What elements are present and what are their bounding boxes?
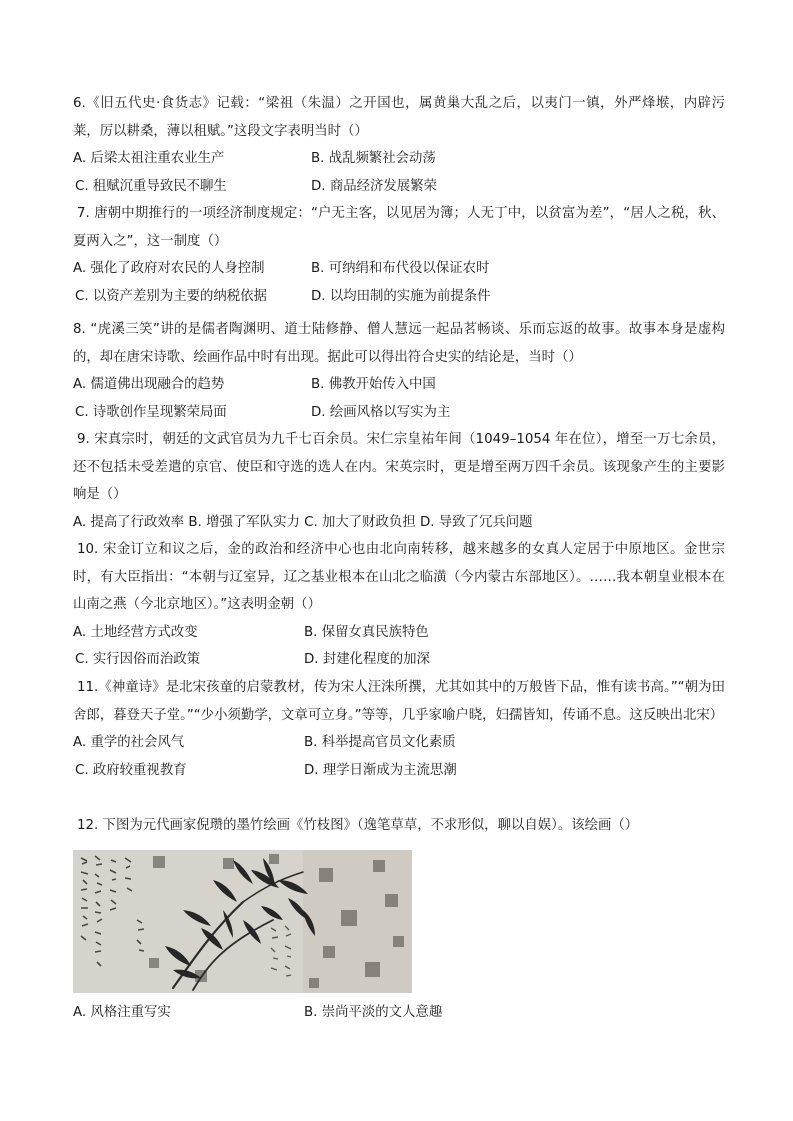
options-row[interactable]: A. 提高了行政效率 B. 增强了军队实力 C. 加大了财政负担 D. 导致了冗兵问题: [73, 514, 533, 530]
option-b[interactable]: B. 崇尚平淡的文人意趣: [304, 1005, 443, 1020]
options-row: [73, 757, 725, 785]
option-d[interactable]: D. 商品经济发展繁荣: [311, 178, 437, 194]
bamboo-painting-figure: [73, 850, 412, 993]
question-7: [73, 200, 725, 310]
option-a[interactable]: A. 风格注重写实: [73, 1005, 171, 1020]
option-b[interactable]: B. 科举提高官员文化素质: [304, 735, 456, 750]
option-d[interactable]: D. 绘画风格以写实为主: [311, 404, 451, 420]
options-row: [73, 371, 725, 399]
options-row: [73, 646, 725, 674]
option-c[interactable]: C. 政府较重视教育: [75, 762, 187, 778]
options-row: [73, 619, 725, 647]
question-stem: 7. 唐朝中期推行的一项经济制度规定：“户无主客，以见居为簿；人无丁中，以贫富为差”，“居人之税，秋、夏两入之”，这一制度（）: [73, 206, 725, 249]
question-8: [73, 316, 725, 426]
question-stem: 8. “虎溪三笑”讲的是儒者陶渊明、道士陆修静、僧人慧远一起品茗畅谈、乐而忘返的故事。故事本身是虚构的，却在唐宋诗歌、绘画作品中时有出现。据此可以得出符合史实的结论是，当时（）: [73, 322, 725, 365]
option-a[interactable]: A. 后梁太祖注重农业生产: [73, 151, 225, 166]
bamboo-painting-image: [73, 850, 412, 993]
option-c[interactable]: C. 诗歌创作呈现繁荣局面: [75, 404, 227, 420]
option-c[interactable]: C. 租赋沉重导致民不聊生: [75, 178, 227, 194]
option-b[interactable]: B. 佛教开始传入中国: [311, 377, 436, 392]
question-stem: 6.《旧五代史·食货志》记载：“梁祖（朱温）之开国也，属黄巢大乱之后，以夷门一镇，外严烽堠，内辟污莱，厉以耕桑，薄以租赋。”这段文字表明当时（）: [73, 96, 725, 139]
option-b[interactable]: B. 可纳绢和布代役以保证农时: [311, 261, 490, 276]
options-row: [73, 729, 725, 757]
options-row: [73, 999, 725, 1027]
question-6: [73, 90, 725, 200]
option-b[interactable]: B. 保留女真民族特色: [304, 624, 429, 640]
options-row: [73, 283, 725, 311]
options-row: [73, 255, 725, 283]
option-a[interactable]: A. 儒道佛出现融合的趋势: [73, 377, 225, 392]
option-a[interactable]: A. 强化了政府对农民的人身控制: [73, 261, 265, 276]
option-d[interactable]: D. 以均田制的实施为前提条件: [311, 288, 491, 304]
option-b[interactable]: B. 战乱频繁社会动荡: [311, 151, 436, 166]
option-c[interactable]: C. 以资产差别为主要的纳税依据: [75, 288, 267, 304]
question-9: [73, 426, 725, 536]
question-10: [73, 536, 725, 674]
question-stem: 10. 宋金订立和议之后，金的政治和经济中心也由北向南转移，越来越多的女真人定居于中原地区。金世宗时，有大臣指出：“本朝与辽室异，辽之基业根本在山北之临潢（今内蒙古东部地区）。……我本朝皇业根本在山南之燕（今北京地区）。”这表明金朝（）: [73, 542, 725, 612]
option-c[interactable]: C. 实行因俗而治政策: [75, 652, 200, 667]
question-11: [73, 674, 725, 784]
question-12-options: [73, 999, 725, 1027]
question-stem: 11.《神童诗》是北宋孩童的启蒙教材，传为宋人汪洙所撰，尤其如其中的万般皆下品，惟有读书高。”“朝为田舍郎，暮登天子堂。”“少小须勤学，文章可立身。”等等，几乎家喻户晓，妇孺皆知，传诵不息。这反映出北宋）: [73, 680, 725, 723]
option-d[interactable]: D. 封建化程度的加深: [304, 652, 430, 667]
question-stem: 12. 下图为元代画家倪瓒的墨竹绘画《竹枝图》（逸笔草草，不求形似，聊以自娱）。该绘画（）: [77, 818, 639, 833]
option-a[interactable]: A. 重学的社会风气: [73, 735, 185, 750]
question-stem: 9. 宋真宗时，朝廷的文武官员为九千七百余员。宋仁宗皇祐年间（1049–1054 年在位），增至一万七余员，还不包括未受差遣的京官、使臣和守选的选人在内。宋英宗时，更是增至两万四千余员。该现象产生的主要影响是（）: [73, 432, 725, 502]
option-d[interactable]: D. 理学日渐成为主流思潮: [304, 762, 457, 778]
option-a[interactable]: A. 土地经营方式改变: [73, 624, 198, 640]
options-row: [73, 399, 725, 427]
options-row: [73, 173, 725, 201]
options-row: [73, 145, 725, 173]
question-12: [73, 812, 725, 840]
